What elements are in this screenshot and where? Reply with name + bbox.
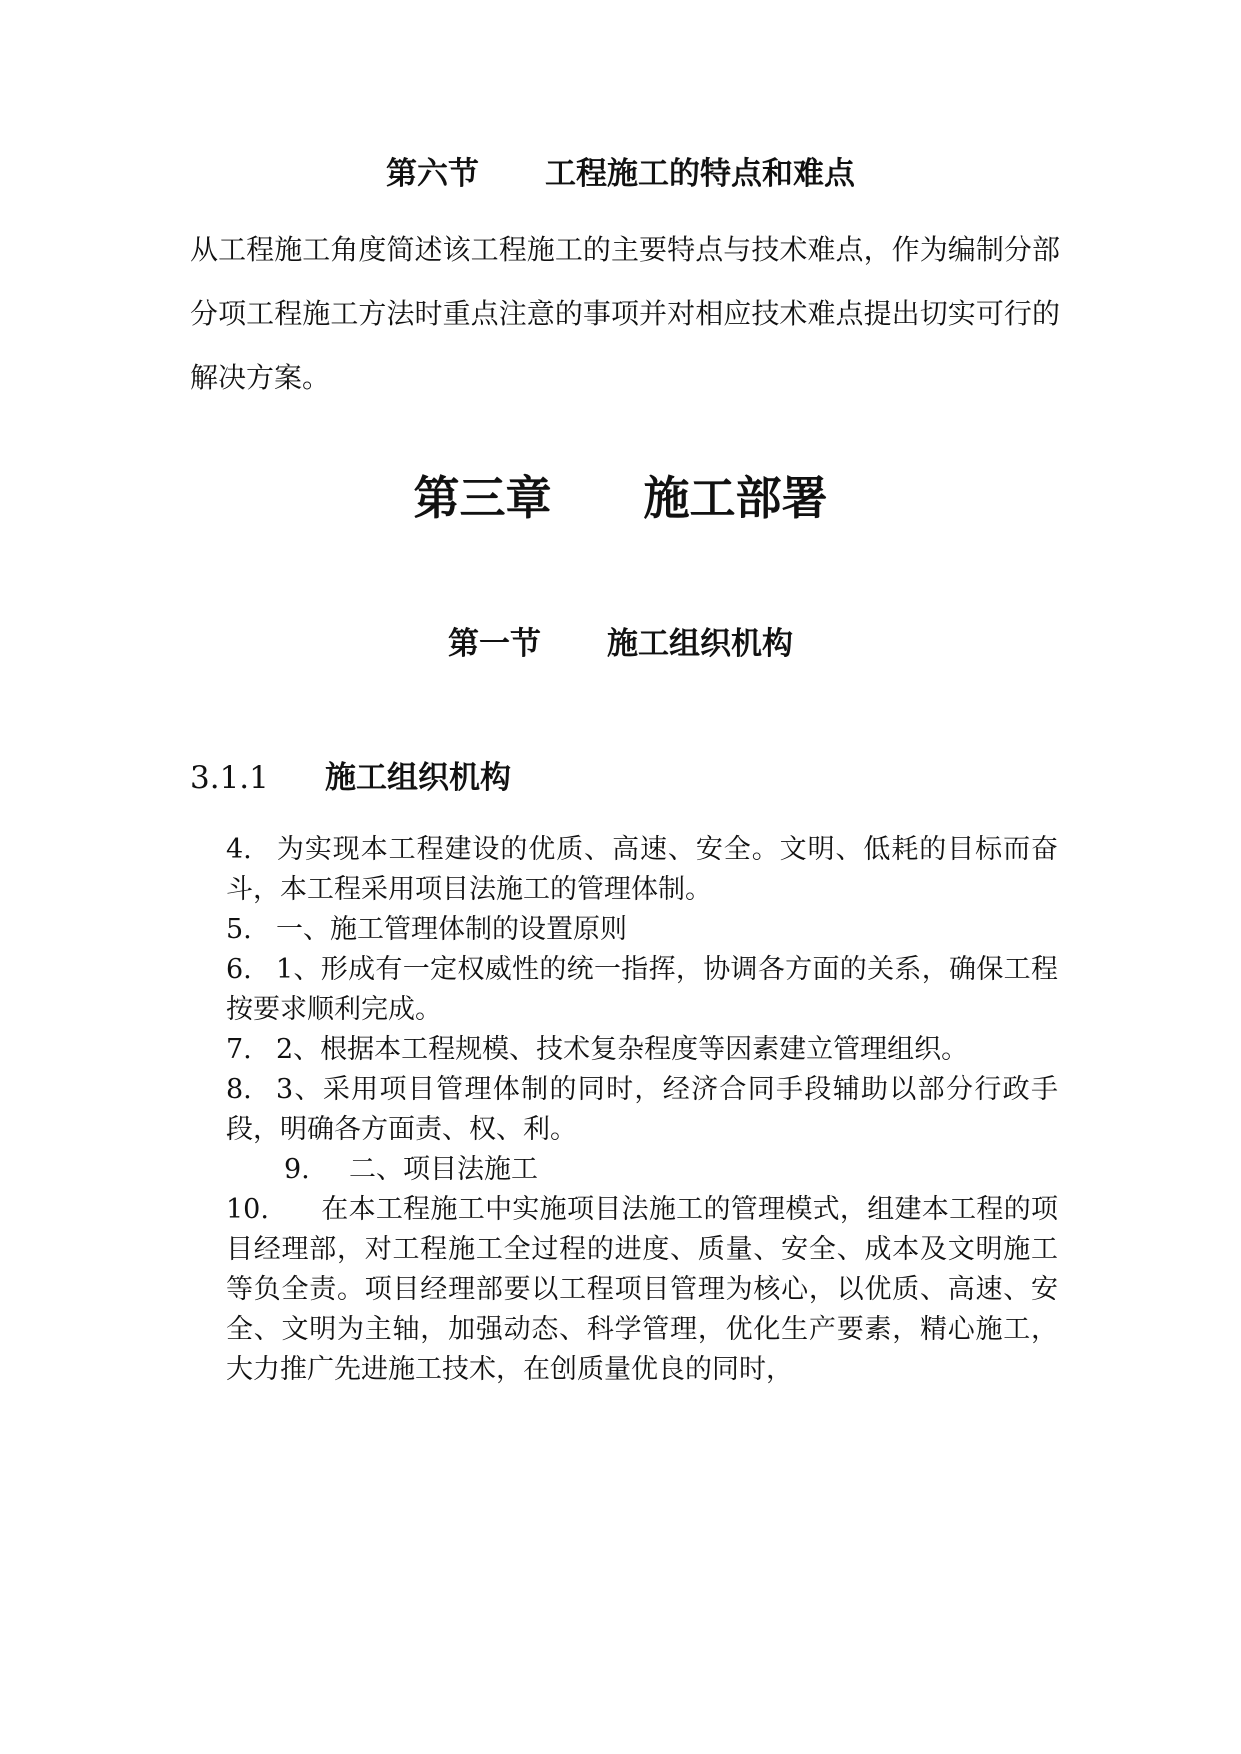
chapter-3-heading <box>0 462 1241 528</box>
list-item-number: 8. <box>226 1074 252 1105</box>
list-item-text: 为实现本工程建设的优质、高速、安全。文明、低耗的目标而奋斗，本工程采用项目法施工的管理体制。 <box>226 834 1058 905</box>
section-6-heading <box>0 148 1241 193</box>
intro-paragraph: 从工程施工角度简述该工程施工的主要特点与技术难点，作为编制分部分项工程施工方法时重点注意的事项并对相应技术难点提出切实可行的解决方案。 <box>190 233 1060 394</box>
list-item-text: 1、形成有一定权威性的统一指挥，协调各方面的关系，确保工程按要求顺利完成。 <box>226 954 1058 1025</box>
list-item-text: 在本工程施工中实施项目法施工的管理模式，组建本工程的项目经理部，对工程施工全过程的进度、质量、安全、成本及文明施工等负全责。项目经理部要以工程项目管理为核心，以优质、高速、安全、文明为主轴，加强动态、科学管理，优化生产要素，精心施工，大力推广先进施工技术，在创质量优良的同时， <box>226 1194 1058 1385</box>
subsection-title: 施工组织机构 <box>325 760 511 796</box>
subsection-number: 3.1.1 <box>190 760 269 796</box>
section-6-label: 第六节 <box>386 156 479 192</box>
section-1-heading <box>0 618 1241 663</box>
list-item <box>226 910 1058 950</box>
list-item-number: 10. <box>226 1194 269 1225</box>
list-item-text: 二、项目法施工 <box>349 1154 538 1185</box>
list-item-number: 4. <box>226 834 252 865</box>
list-item <box>226 830 1058 910</box>
list-item <box>226 950 1058 1030</box>
numbered-list <box>226 830 1058 1390</box>
chapter-3-title: 施工部署 <box>643 471 828 525</box>
subsection-3-1-1-heading <box>190 752 511 797</box>
list-item-text: 一、施工管理体制的设置原则 <box>276 914 627 945</box>
list-item <box>226 1150 1058 1190</box>
list-item <box>226 1030 1058 1070</box>
list-item-text: 3、采用项目管理体制的同时，经济合同手段辅助以部分行政手段，明确各方面责、权、利。 <box>226 1074 1058 1145</box>
section-1-title: 施工组织机构 <box>607 626 793 662</box>
section-1-label: 第一节 <box>448 626 541 662</box>
list-item-text: 2、根据本工程规模、技术复杂程度等因素建立管理组织。 <box>276 1034 969 1065</box>
list-item-number: 6. <box>226 954 252 985</box>
list-item-number: 7. <box>226 1034 252 1065</box>
section-6-title: 工程施工的特点和难点 <box>545 156 855 192</box>
list-item-number: 5. <box>226 914 252 945</box>
list-item <box>226 1190 1058 1390</box>
list-item-number: 9. <box>284 1154 310 1185</box>
list-item <box>226 1070 1058 1150</box>
chapter-3-label: 第三章 <box>413 471 552 525</box>
